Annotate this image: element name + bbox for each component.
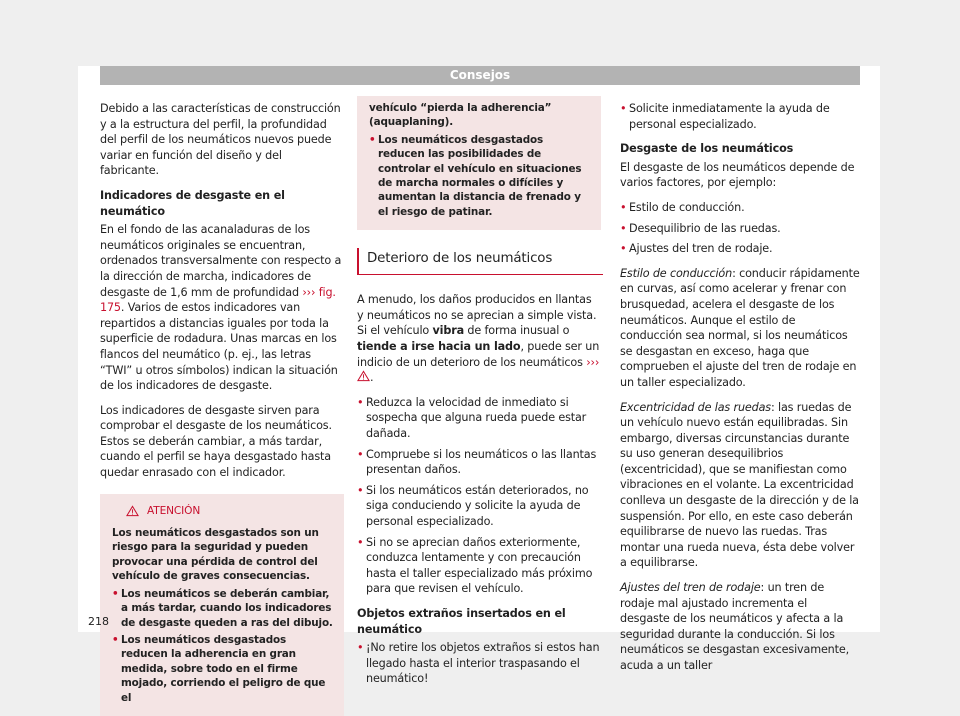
bullet-icon: • bbox=[357, 535, 364, 549]
list-item: • Los neumáticos desgastados reducen la adherencia en gran medida, sobre todo en el firme mojado, corriendo el peligro de que el bbox=[112, 633, 326, 704]
bullet-icon: • bbox=[369, 133, 376, 146]
bullet-icon: • bbox=[620, 242, 627, 256]
bullet-icon: • bbox=[112, 633, 119, 646]
list-item: • Si los neumáticos están deteriorados, no siga conduciendo y solicite la ayuda de personal especializado. bbox=[357, 483, 589, 528]
warning-title: ATENCIÓN bbox=[112, 504, 334, 518]
bullet-icon: • bbox=[357, 447, 364, 461]
bullet-icon: • bbox=[357, 483, 364, 497]
warning-box-continued bbox=[357, 96, 601, 230]
column-3 bbox=[620, 101, 860, 683]
paragraph: Estilo de conducción: conducir rápidamente en curvas, así como acelerar y frenar con brusquedad, acelera el desgaste de los neumáticos. Aunque el estilo de conducción sea normal, si los neumáticos se desgastan en exceso, haga que comprueben el ajuste del tren de rodaje en un taller especializado. bbox=[620, 266, 860, 389]
paragraph: A menudo, los daños producidos en llantas y neumáticos no se aprecian a simple vista. Si el vehículo vibra de forma inusual o tiende a irse hacia un lado, puede ser un indicio de un deterioro de los neumáticos ››› . bbox=[357, 293, 600, 385]
list-item: • Los neumáticos se deberán cambiar, a más tardar, cuando los indicadores de desgaste queden a ras del dibujo. bbox=[112, 587, 333, 629]
column-2 bbox=[357, 96, 601, 692]
bullet-icon: • bbox=[620, 200, 627, 214]
list-item: • Desequilibrio de las ruedas. bbox=[620, 221, 781, 235]
bullet-icon: • bbox=[357, 395, 364, 409]
subheading: Objetos extraños insertados en el neumático bbox=[357, 606, 566, 636]
list-item: • ¡No retire los objetos extraños si estos han llegado hasta el interior traspasando el neumático! bbox=[357, 641, 600, 686]
warning-triangle-icon bbox=[357, 370, 370, 382]
list-item: • Estilo de conducción. bbox=[620, 200, 745, 214]
bullet-icon: • bbox=[112, 587, 119, 600]
list-item: • Ajustes del tren de rodaje. bbox=[620, 242, 773, 256]
warning-text: vehículo “pierda la adherencia” (aquaplaning). bbox=[369, 102, 552, 129]
paragraph: Excentricidad de las ruedas: las ruedas de un vehículo nuevo están equilibradas. Sin embargo, diversas circunstancias durante su uso generan desequilibrios (excentricidad), que se manifiestan como vibraciones en el volante. La excentricidad conlleva un desgaste de la dirección y de la suspensión. Por ello, en este caso deberán equilibrarse de nuevo las ruedas. Tras montar una rueda nueva, ésta debe volver a equilibrarse. bbox=[620, 400, 859, 570]
warning-box bbox=[100, 494, 344, 716]
paragraph: Ajustes del tren de rodaje: un tren de rodaje mal ajustado incrementa el desgaste de los neumáticos y afecta a la seguridad durante la conducción. Si los neumáticos se desgastan excesivamente, acuda a un taller bbox=[620, 581, 850, 672]
bullet-icon: • bbox=[357, 641, 364, 655]
bullet-icon: • bbox=[620, 102, 627, 115]
section-title: Deterioro de los neumáticos bbox=[357, 248, 603, 275]
list-item: • Reduzca la velocidad de inmediato si sospecha que alguna rueda puede estar dañada. bbox=[357, 395, 587, 440]
figure-link[interactable]: ››› fig. 175 bbox=[100, 285, 336, 315]
list-item: • Solicite inmediatamente la ayuda de personal especializado. bbox=[620, 102, 830, 131]
list-item: • Los neumáticos desgastados reducen las posibilidades de controlar el vehículo en situaciones de marcha normales o difíciles y aumentan la distancia de frenado y el riesgo de patinar. bbox=[369, 133, 582, 218]
warning-triangle-icon bbox=[126, 505, 139, 517]
subheading: Indicadores de desgaste en el neumático bbox=[100, 188, 285, 218]
warning-link[interactable]: ››› bbox=[586, 355, 600, 369]
paragraph: Debido a las características de construcción y a la estructura del perfil, la profundidad del perfil de los neumáticos nuevos puede variar en función del diseño y del fabricante. bbox=[100, 102, 341, 178]
paragraph: El desgaste de los neumáticos depende de varios factores, por ejemplo: bbox=[620, 160, 855, 190]
warning-text: Los neumáticos desgastados son un riesgo para la seguridad y pueden provocar una pérdida de control del vehículo de graves consecuencias. bbox=[112, 527, 319, 583]
bullet-icon: • bbox=[620, 221, 627, 235]
page-number: 218 bbox=[88, 615, 109, 628]
subheading: Desgaste de los neumáticos bbox=[620, 142, 794, 156]
paragraph: En el fondo de las acanaladuras de los neumáticos originales se encuentran, ordenados transversalmente con respecto a la dirección de marcha, indicadores de desgaste de 1,6 mm de profundidad ››› fig. 175. Varios de estos indicadores van repartidos a distancias iguales por toda la superficie de rodadura. Unas marcas en los flancos del neumático (p. ej., las letras “TWI” u otros símbolos) indican la situación de los indicadores de desgaste. bbox=[100, 223, 342, 393]
page-header: Consejos bbox=[100, 66, 860, 85]
list-item: • Si no se aprecian daños exteriormente, conduzca lentamente y con precaución hasta el taller especializado más próximo para que revisen el vehículo. bbox=[357, 535, 593, 596]
column-1 bbox=[100, 101, 344, 716]
list-item: • Compruebe si los neumáticos o las llantas presentan daños. bbox=[357, 447, 597, 477]
paragraph: Los indicadores de desgaste sirven para comprobar el desgaste de los neumáticos. Estos se deberán cambiar, a más tardar, cuando el perfil se haya desgastado hasta quedar enrasado con el indicador. bbox=[100, 403, 332, 480]
